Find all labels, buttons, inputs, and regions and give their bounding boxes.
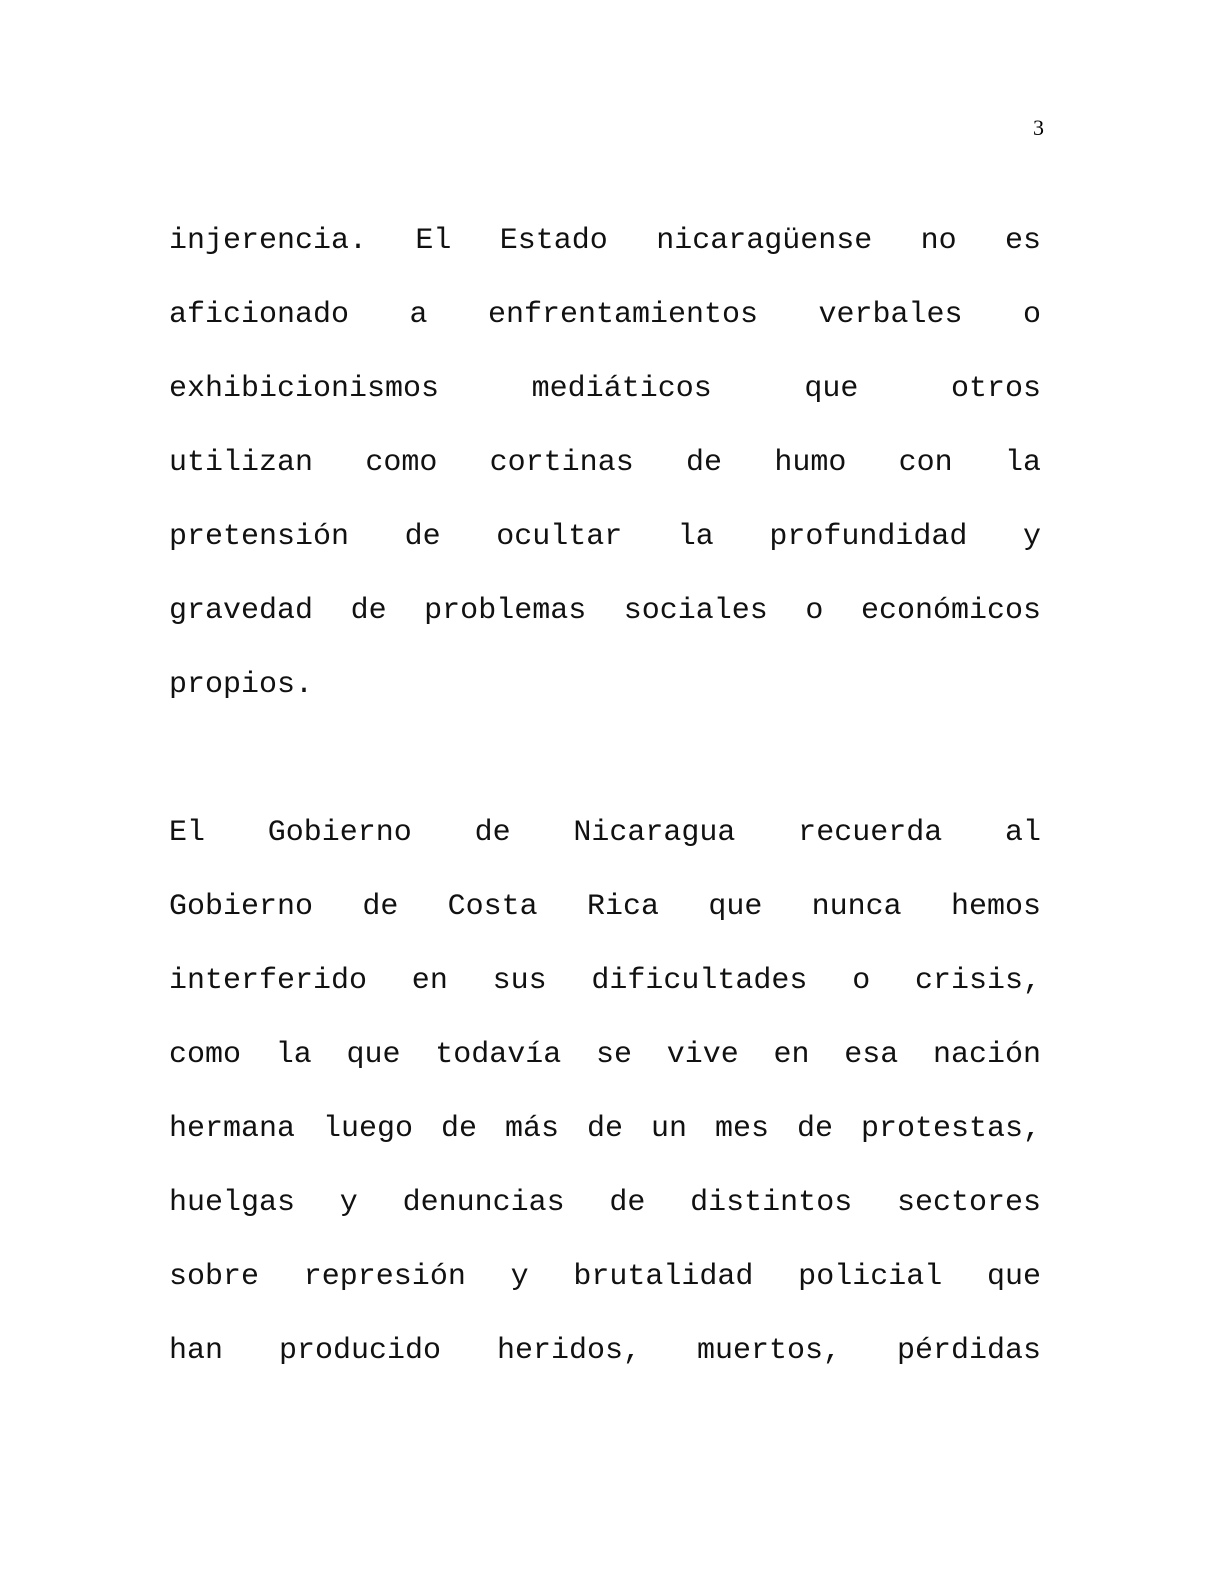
text-line: hermana luego de más de un mes de protestas, xyxy=(169,1112,1041,1146)
text-line: sobre represión y brutalidad policial que xyxy=(169,1260,1041,1294)
text-line: interferido en sus dificultades o crisis, xyxy=(169,964,1041,998)
text-line: propios. xyxy=(169,668,314,702)
text-line: utilizan como cortinas de humo con la xyxy=(169,446,1041,480)
paragraph-1 xyxy=(169,216,1041,734)
text-line: Gobierno de Costa Rica que nunca hemos xyxy=(169,890,1041,924)
text-line: pretensión de ocultar la profundidad y xyxy=(169,520,1041,554)
text-line: han producido heridos, muertos, pérdidas xyxy=(169,1334,1041,1368)
text-line: huelgas y denuncias de distintos sectores xyxy=(169,1186,1041,1220)
page-number: 3 xyxy=(1033,115,1044,140)
text-line: injerencia. El Estado nicaragüense no es xyxy=(169,224,1041,258)
text-line: El Gobierno de Nicaragua recuerda al xyxy=(169,816,1041,850)
text-line: aficionado a enfrentamientos verbales o xyxy=(169,298,1041,332)
text-line: gravedad de problemas sociales o económicos xyxy=(169,594,1041,628)
text-line: exhibicionismos mediáticos que otros xyxy=(169,372,1041,406)
paragraph-2 xyxy=(169,808,1041,1400)
text-line: como la que todavía se vive en esa nación xyxy=(169,1038,1041,1072)
